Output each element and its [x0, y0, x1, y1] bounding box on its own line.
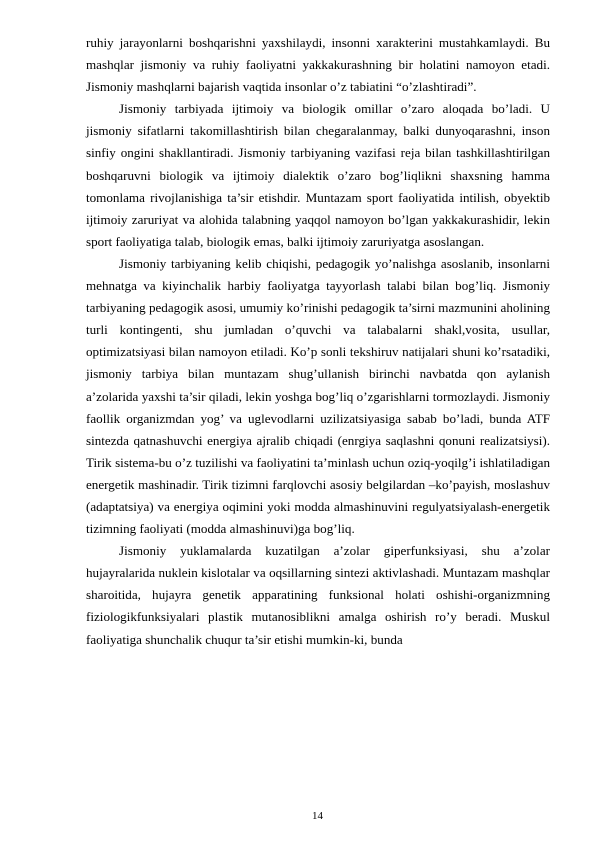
paragraph-4: Jismoniy yuklamalarda kuzatilgan a’zolar giperfunksiyasi, shu a’zolar hujayralarida nuklein kislotalar va oqsillarning sintezi aktivlashadi. Muntazam mashqlar sharoitida, hujayra genetik apparatining funksional holati oshishi-organizmning fiziologikfunksiyalari plastik mutanosiblikni amalga oshirish ro’y beradi. Muskul faoliyatiga shunchalik chuqur ta’sir etishi mumkin-ki, bunda — [86, 543, 550, 647]
page-number: 14 — [312, 810, 323, 822]
document-page — [86, 32, 550, 651]
paragraph-1: ruhiy jarayonlarni boshqarishni yaxshilaydi, insonni xarakterini mustahkamlaydi. Bu mashqlar jismoniy va ruhiy faoliyatni yakkakurashning bir holatini namoyon etadi. Jismoniy mashqlarni bajarish vaqtida insonlar o’z tabiatini “o’zlashtiradi”. — [86, 35, 550, 95]
paragraph-3: Jismoniy tarbiyaning kelib chiqishi, pedagogik yo’nalishga asoslanib, insonlarni mehnatga va kiyinchalik harbiy faoliyatga tayyorlash talabi bilan bog’liq. Jismoniy tarbiyaning pedagogik asosi, umumiy ko’rinishi pedagogik ta’sirni mazmunini aholining turli kontingenti, shu jumladan o’quvchi va talabalarni shakl,vosita, usullar, optimizatsiyasi bilan namoyon etiladi. Ko’p sonli tekshiruv natijalari shuni ko’rsatadiki, jismoniy tarbiya bilan muntazam shug’ullanish birinchi navbatda qon aylanish a’zolarida yaxshi ta’sir qiladi, lekin yoshga bog’liq o’zgarishlarni tormozlaydi. Jismoniy faollik organizmdan yog’ va uglevodlarni uzilizatsiyasiga sabab bo’ladi, bunda ATF sintezda qatnashuvchi energiya ajralib chiqadi (enrgiya saqlashni qonuni realizatsiysi). Tirik sistema-bu o’z tuzilishi va faoliyatini ta’minlash uchun oziq-yoqilg’i ishlatiladigan energetik mashinadir. Tirik tizimni farqlovchi asosiy belgilardan –ko’payish, moslashuv (adaptatsiya) va energiya oqimini yoki modda almashinuvini regulyatsiyalash-energetik tizimning faoliyati (modda almashinuvi)ga bog’liq. — [86, 255, 550, 537]
paragraph-2: Jismoniy tarbiyada ijtimoiy va biologik omillar o’zaro aloqada bo’ladi. U jismoniy sifatlarni takomillashtirish bilan chegaralanmay, balki dunyoqarashni, inson sinfiy ongini shakllantiradi. Jismoniy tarbiyaning vazifasi reja bilan tashkillashtirilgan boshqaruvni biologik va ijtimoiy dialektik o’zaro bog’liqlikni shaxsning hamma tomonlama rivojlanishiga ta’sir etishdir. Muntazam sport faoliyatida intilish, obyektib ijtimoiy zaruriyat va alohida talabning yaqqol namoyon bo’lgan yakkakurashidir, lekin sport faoliyatiga talab, biologik emas, balki ijtimoiy zaruriyatga asoslangan. — [86, 101, 550, 249]
